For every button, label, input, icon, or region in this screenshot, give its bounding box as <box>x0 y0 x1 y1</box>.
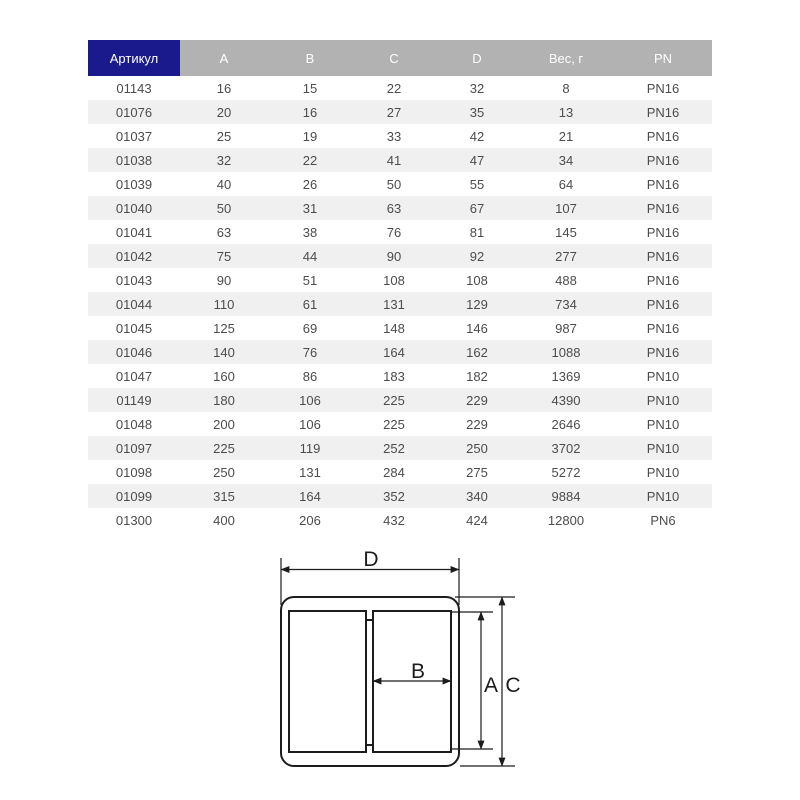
dim-d-label: D <box>363 548 379 571</box>
table-row <box>88 124 712 148</box>
table-cell: 67 <box>469 200 485 216</box>
table-cell: 106 <box>299 392 321 408</box>
table-cell: 47 <box>469 152 485 168</box>
table-cell: 01098 <box>115 464 153 480</box>
column-header-b: B <box>268 40 352 76</box>
table-cell: 252 <box>383 440 405 456</box>
table-cell: 55 <box>469 176 485 192</box>
table-cell: 22 <box>386 80 402 96</box>
header-row <box>88 40 712 76</box>
table-cell: 64 <box>558 176 574 192</box>
table-cell: 01038 <box>115 152 153 168</box>
table-cell: 69 <box>302 320 318 336</box>
table-cell: PN16 <box>646 248 680 264</box>
dim-c-label: C <box>505 674 521 697</box>
table-cell: 4390 <box>551 392 581 408</box>
table-cell: PN16 <box>646 272 680 288</box>
table-row <box>88 148 712 172</box>
column-header-pn: PN <box>614 40 712 76</box>
table-cell: 987 <box>555 320 577 336</box>
table-cell: 182 <box>466 368 488 384</box>
table-cell: 250 <box>466 440 488 456</box>
table-cell: 26 <box>302 176 318 192</box>
table-cell: 1088 <box>551 344 581 360</box>
table-cell: PN16 <box>646 296 680 312</box>
table-row <box>88 340 712 364</box>
table-cell: PN6 <box>650 512 676 528</box>
table-cell: 488 <box>555 272 577 288</box>
table-cell: 40 <box>216 176 232 192</box>
table-row <box>88 508 712 532</box>
spec-table <box>88 40 712 532</box>
table-cell: 32 <box>469 80 485 96</box>
table-cell: 31 <box>302 200 318 216</box>
table-cell: 183 <box>383 368 405 384</box>
table-cell: 01042 <box>115 248 153 264</box>
table-cell: 50 <box>216 200 232 216</box>
table-cell: 140 <box>213 344 235 360</box>
table-cell: 76 <box>302 344 318 360</box>
column-header-c: C <box>352 40 436 76</box>
table-cell: 352 <box>383 488 405 504</box>
table-cell: 01300 <box>115 512 153 528</box>
table-cell: 15 <box>302 80 318 96</box>
table-cell: 86 <box>302 368 318 384</box>
table-cell: 01099 <box>115 488 153 504</box>
table-cell: 44 <box>302 248 318 264</box>
table-cell: 145 <box>555 224 577 240</box>
table-cell: 250 <box>213 464 235 480</box>
table-cell: 9884 <box>551 488 581 504</box>
table-cell: 131 <box>299 464 321 480</box>
table-row <box>88 484 712 508</box>
table-cell: 108 <box>383 272 405 288</box>
table-cell: 01045 <box>115 320 153 336</box>
table-cell: 148 <box>383 320 405 336</box>
table-row <box>88 436 712 460</box>
table-cell: 90 <box>386 248 402 264</box>
dim-a-label: A <box>483 674 499 697</box>
table-cell: 61 <box>302 296 318 312</box>
dim-b-label: B <box>410 660 426 683</box>
table-cell: 131 <box>383 296 405 312</box>
table-cell: 2646 <box>551 416 581 432</box>
table-cell: 20 <box>216 104 232 120</box>
table-cell: 284 <box>383 464 405 480</box>
table-row <box>88 172 712 196</box>
table-cell: 27 <box>386 104 402 120</box>
table-cell: 25 <box>216 128 232 144</box>
table-cell: 19 <box>302 128 318 144</box>
table-cell: 35 <box>469 104 485 120</box>
table-cell: 12800 <box>547 512 585 528</box>
table-cell: 225 <box>383 416 405 432</box>
table-cell: 1369 <box>551 368 581 384</box>
table-cell: 01037 <box>115 128 153 144</box>
table-cell: 162 <box>466 344 488 360</box>
table-cell: PN10 <box>646 368 680 384</box>
table-cell: 275 <box>466 464 488 480</box>
table-row <box>88 316 712 340</box>
table-cell: 01044 <box>115 296 153 312</box>
table-row <box>88 388 712 412</box>
column-header-d: D <box>436 40 518 76</box>
spec-table-header <box>88 40 712 76</box>
table-cell: 107 <box>555 200 577 216</box>
coupling-left-socket <box>289 611 366 752</box>
table-cell: 01043 <box>115 272 153 288</box>
table-cell: PN10 <box>646 392 680 408</box>
table-row <box>88 292 712 316</box>
table-cell: 01046 <box>115 344 153 360</box>
table-cell: 63 <box>216 224 232 240</box>
table-cell: PN10 <box>646 416 680 432</box>
table-cell: 277 <box>555 248 577 264</box>
table-cell: 160 <box>213 368 235 384</box>
table-cell: PN16 <box>646 320 680 336</box>
table-cell: 34 <box>558 152 574 168</box>
table-cell: PN16 <box>646 176 680 192</box>
table-row <box>88 460 712 484</box>
table-cell: 32 <box>216 152 232 168</box>
table-cell: 51 <box>302 272 318 288</box>
table-cell: PN16 <box>646 344 680 360</box>
column-header-weight: Вес, г <box>518 40 614 76</box>
table-cell: 229 <box>466 392 488 408</box>
table-cell: 16 <box>216 80 232 96</box>
table-cell: 63 <box>386 200 402 216</box>
table-row <box>88 196 712 220</box>
table-row <box>88 220 712 244</box>
table-cell: 01048 <box>115 416 153 432</box>
table-cell: PN10 <box>646 488 680 504</box>
table-cell: 225 <box>383 392 405 408</box>
table-cell: 129 <box>466 296 488 312</box>
coupling-drawing <box>255 545 545 795</box>
table-cell: 180 <box>213 392 235 408</box>
table-cell: 75 <box>216 248 232 264</box>
table-cell: 01039 <box>115 176 153 192</box>
table-cell: 42 <box>469 128 485 144</box>
table-cell: 200 <box>213 416 235 432</box>
table-row <box>88 244 712 268</box>
table-cell: PN16 <box>646 200 680 216</box>
table-cell: 432 <box>383 512 405 528</box>
table-cell: 424 <box>466 512 488 528</box>
table-cell: 01097 <box>115 440 153 456</box>
table-cell: 38 <box>302 224 318 240</box>
table-cell: 01143 <box>116 80 152 96</box>
table-cell: 01149 <box>116 392 152 408</box>
table-cell: 206 <box>299 512 321 528</box>
column-header-artikul: Артикул <box>88 40 180 76</box>
table-cell: PN10 <box>646 464 680 480</box>
table-cell: 315 <box>213 488 235 504</box>
table-cell: 5272 <box>551 464 581 480</box>
table-cell: 76 <box>386 224 402 240</box>
table-cell: 110 <box>213 296 235 312</box>
table-cell: 21 <box>558 128 574 144</box>
table-cell: PN16 <box>646 152 680 168</box>
table-cell: 01047 <box>115 368 153 384</box>
table-cell: 119 <box>299 440 321 456</box>
table-cell: 164 <box>383 344 405 360</box>
table-cell: PN16 <box>646 224 680 240</box>
coupling-diagram <box>255 545 545 795</box>
table-cell: 22 <box>302 152 318 168</box>
table-cell: 92 <box>469 248 485 264</box>
table-cell: 90 <box>216 272 232 288</box>
table-cell: 01040 <box>115 200 153 216</box>
table-cell: 50 <box>386 176 402 192</box>
table-cell: PN16 <box>646 128 680 144</box>
table-cell: 340 <box>466 488 488 504</box>
table-cell: PN10 <box>646 440 680 456</box>
table-cell: 41 <box>386 152 402 168</box>
column-header-a: A <box>180 40 268 76</box>
table-row <box>88 100 712 124</box>
table-cell: 16 <box>302 104 318 120</box>
table-cell: 146 <box>466 320 488 336</box>
table-cell: 229 <box>466 416 488 432</box>
table-cell: 01041 <box>115 224 153 240</box>
table-cell: 125 <box>213 320 235 336</box>
table-cell: 400 <box>213 512 235 528</box>
table-row <box>88 412 712 436</box>
spec-table-body <box>88 76 712 532</box>
table-cell: 225 <box>213 440 235 456</box>
table-cell: PN16 <box>646 104 680 120</box>
table-cell: 164 <box>299 488 321 504</box>
table-cell: 8 <box>562 80 570 96</box>
table-cell: 106 <box>299 416 321 432</box>
table-cell: 01076 <box>115 104 153 120</box>
table-cell: 3702 <box>551 440 581 456</box>
table-cell: 33 <box>386 128 402 144</box>
table-cell: 81 <box>469 224 485 240</box>
table-cell: 13 <box>558 104 574 120</box>
table-row <box>88 268 712 292</box>
table-cell: 108 <box>466 272 488 288</box>
table-row <box>88 76 712 100</box>
table-cell: 734 <box>555 296 577 312</box>
table-cell: PN16 <box>646 80 680 96</box>
table-row <box>88 364 712 388</box>
